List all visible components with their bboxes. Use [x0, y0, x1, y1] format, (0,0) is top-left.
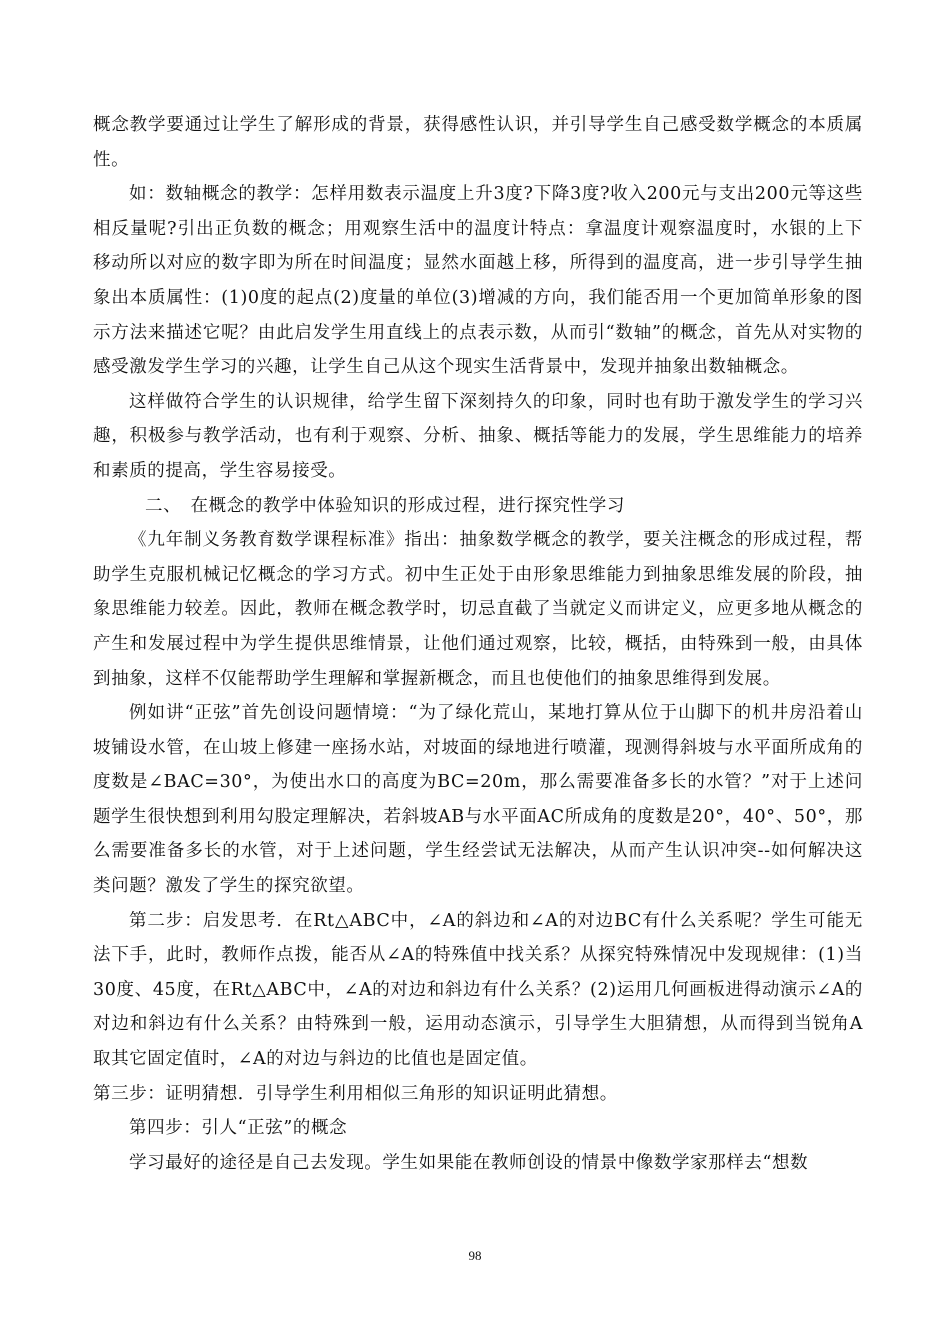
paragraph-cognitive-rules: 这样做符合学生的认识规律，给学生留下深刻持久的印象，同时也有助于激发学生的学习兴趣，积极参与教学活动，也有利于观察、分析、抽象、概括等能力的发展，学生思维能力的培养和素质的提高，学生容易接受。: [93, 391, 863, 481]
paragraph-learning-discovery: 学习最好的途径是自己去发现。学生如果能在教师创设的情景中像数学家那样去“想数: [129, 1152, 809, 1173]
body-text: [93, 108, 863, 1180]
paragraph-concept-background: 概念教学要通过让学生了解形成的背景，获得感性认识，并引导学生自己感受数学概念的本质属性。: [93, 115, 863, 170]
paragraph-sine-example: 例如讲“正弦”首先创设问题情境：“为了绿化荒山，某地打算从位于山脚下的机井房沿着山坡铺设水管，在山坡上修建一座扬水站，对坡面的绿地进行喷灌，现测得斜坡与水平面所成角的度数是∠BAC=30°，为使出水口的高度为BC=20m，那么需要准备多长的水管？”对于上述问题学生很快想到利用勾股定理解决，若斜坡AB与水平面AC所成角的度数是20°，40°、50°，那么需要准备多长的水管，对于上述问题，学生经尝试无法解决，从而产生认识冲突--如何解决这类问题？激发了学生的探究欲望。: [93, 703, 863, 897]
paragraph-number-line-example: 如：数轴概念的教学：怎样用数表示温度上升3度?下降3度?收入200元与支出200元等这些相反量呢?引出正负数的概念；用观察生活中的温度计特点：拿温度计观察温度时，水银的上下移动所以对应的数字即为所在时间温度；显然水面越上移，所得到的温度高，进一步引导学生抽象出本质属性：(1)0度的起点(2)度量的单位(3)增减的方向，我们能否用一个更加简单形象的图示方法来描述它呢？由此启发学生用直线上的点表示数，从而引“数轴”的概念，首先从对实物的感受激发学生学习的兴趣，让学生自己从这个现实生活背景中，发现并抽象出数轴概念。: [93, 184, 863, 378]
paragraph-curriculum-standard: 《九年制义务教育数学课程标准》指出：抽象数学概念的教学，要关注概念的形成过程，帮助学生克服机械记忆概念的学习方式。初中生正处于由形象思维能力到抽象思维发展的阶段，抽象思维能力较差。因此，教师在概念教学时，切忌直截了当就定义而讲定义，应更多地从概念的产生和发展过程中为学生提供思维情景，让他们通过观察，比较，概括，由特殊到一般，由具体到抽象，这样不仅能帮助学生理解和掌握新概念，而且也使他们的抽象思维得到发展。: [93, 530, 863, 689]
section-heading-2: 二、 在概念的教学中体验知识的形成过程，进行探究性学习: [145, 495, 625, 516]
paragraph-step-three: 第三步：证明猜想．引导学生利用相似三角形的知识证明此猜想。: [93, 1083, 618, 1104]
paragraph-step-four: 第四步：引人“正弦”的概念: [129, 1118, 348, 1139]
page-number: 98: [468, 1248, 482, 1263]
paragraph-step-two: 第二步：启发思考．在Rt△ABC中，∠A的斜边和∠A的对边BC有什么关系呢？学生可能无法下手，此时，教师作点拨，能否从∠A的特殊值中找关系？从探究特殊情况中发现规律：(1)当30度、45度，在Rt△ABC中，∠A的对边和斜边有什么关系？(2)运用几何画板进得动演示∠A的对边和斜边有什么关系？由特殊到一般，运用动态演示，引导学生大胆猜想，从而得到当锐角A取其它固定值时，∠A的对边与斜边的比值也是固定值。: [93, 910, 863, 1070]
